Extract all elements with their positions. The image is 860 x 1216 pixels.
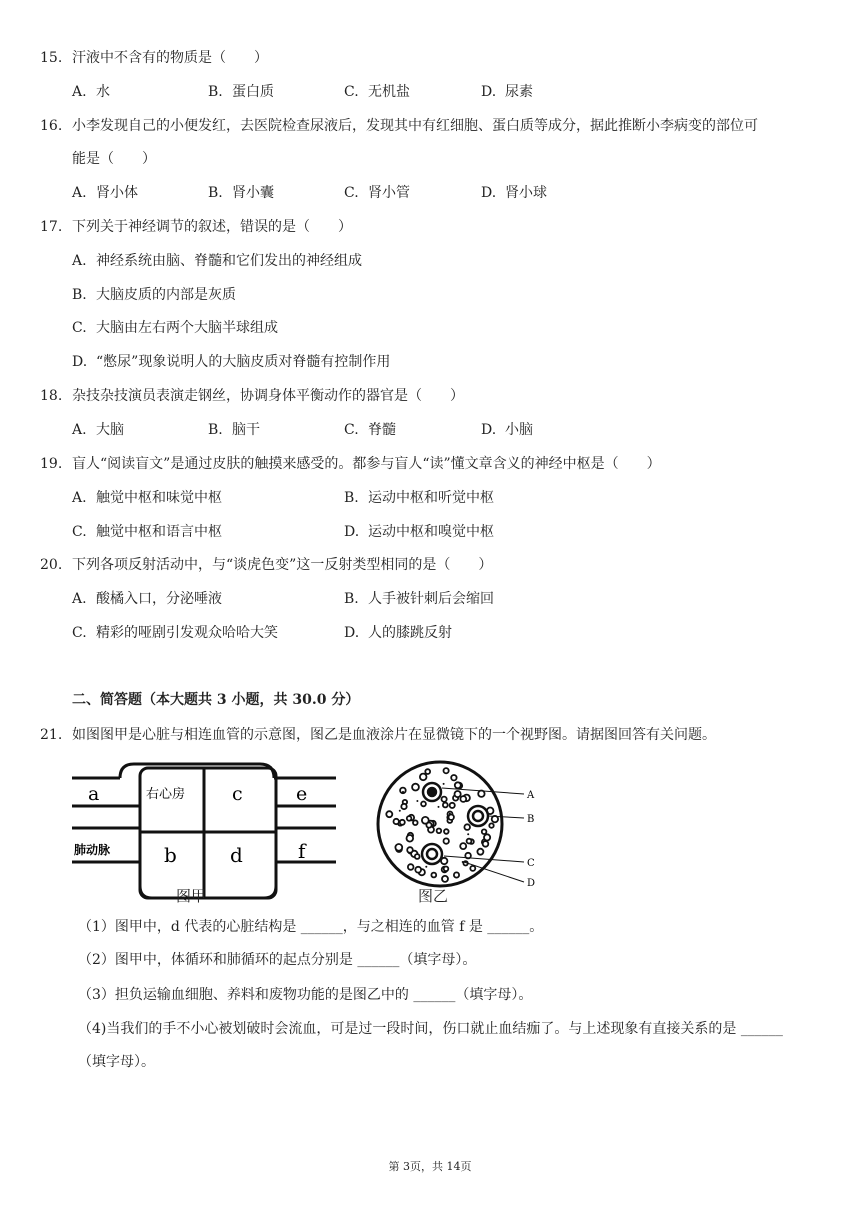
label-f: f xyxy=(298,839,306,863)
question-stem-continued: 能是（ ） xyxy=(72,151,156,167)
red-blood-cell xyxy=(470,866,475,871)
label-B: B xyxy=(527,814,535,825)
question-stem: 小李发现自己的小便发红，去医院检查尿液后，发现其中有红细胞、蛋白质等成分，据此推断小李病变的部位可 xyxy=(72,118,758,134)
option-d: D. 肾小球 xyxy=(481,185,547,201)
red-blood-cell xyxy=(455,782,461,788)
white-blood-cell-a xyxy=(423,783,441,801)
red-blood-cell xyxy=(455,791,461,797)
label-A: A xyxy=(527,790,535,801)
red-blood-cell xyxy=(451,775,456,780)
question-18 xyxy=(40,386,464,406)
label-C: C xyxy=(527,858,535,869)
sub-question-2: （2）图甲中，体循环和肺循环的起点分别是 ______（填字母）。 xyxy=(78,952,477,968)
label-e: e xyxy=(296,783,308,805)
red-blood-cell xyxy=(460,843,466,849)
red-blood-cell xyxy=(401,804,406,809)
option-a: A. 神经系统由脑、脊髓和它们发出的神经组成 xyxy=(72,253,362,269)
question-15 xyxy=(40,48,268,68)
question-number: 18. xyxy=(40,388,63,404)
question-stem: 杂技杂技演员表演走钢丝，协调身体平衡动作的器官是（ ） xyxy=(72,388,464,404)
section-heading: 二、简答题（本大题共 3 小题，共 30.0 分） xyxy=(72,692,360,708)
label-c: c xyxy=(232,783,243,805)
red-blood-cell xyxy=(415,854,420,859)
red-blood-cell xyxy=(444,867,449,872)
red-blood-cell xyxy=(413,820,418,825)
red-blood-cell xyxy=(407,816,412,821)
figure-caption-b: 图乙 xyxy=(418,887,449,905)
option-d: D. 尿素 xyxy=(481,84,533,100)
red-blood-cell xyxy=(407,835,414,842)
red-blood-cell xyxy=(489,823,493,827)
red-blood-cell xyxy=(442,797,447,802)
red-blood-cell xyxy=(420,774,427,781)
option-b: B. 蛋白质 xyxy=(208,84,274,100)
label-right-atrium: 右心房 xyxy=(146,787,186,802)
red-blood-cell xyxy=(444,768,449,773)
red-blood-cell xyxy=(467,839,472,844)
sub-question-4: （4)当我们的手不小心被划破时会流血，可是过一段时间，伤口就止血结痂了。与上述现象有直接关系的是 ______ xyxy=(78,1021,783,1037)
option-c: C. 精彩的哑剧引发观众哈哈大笑 xyxy=(72,625,278,641)
option-b: B. 脑干 xyxy=(208,422,260,438)
option-d: D. 人的膝跳反射 xyxy=(344,625,452,641)
label-d: d xyxy=(230,843,243,867)
question-19 xyxy=(40,454,661,474)
question-21 xyxy=(40,725,716,745)
red-blood-cell xyxy=(442,876,448,882)
question-stem: 如图图甲是心脏与相连血管的示意图，图乙是血液涂片在显微镜下的一个视野图。请据图回答有关问题。 xyxy=(72,727,716,743)
option-a: A. 水 xyxy=(72,84,110,100)
question-number: 16. xyxy=(40,118,63,134)
sub-question-3: （3）担负运输血细胞、养料和废物功能的是图乙中的 ______（填字母）。 xyxy=(78,987,533,1003)
red-blood-cell xyxy=(484,834,490,840)
red-blood-cell xyxy=(449,815,454,820)
red-blood-cell xyxy=(421,802,426,807)
question-number: 21. xyxy=(40,727,63,743)
option-b: B. 肾小囊 xyxy=(208,185,274,201)
red-blood-cell xyxy=(444,829,449,834)
red-blood-cell xyxy=(395,844,402,851)
red-blood-cell xyxy=(431,873,436,878)
option-a: A. 大脑 xyxy=(72,422,124,438)
question-stem: 汗液中不含有的物质是（ ） xyxy=(72,50,268,66)
sub-question-4-continued: （填字母）。 xyxy=(78,1054,155,1070)
red-blood-cell xyxy=(408,864,414,870)
question-number: 20. xyxy=(40,557,63,573)
label-a: a xyxy=(88,783,100,805)
red-blood-cell xyxy=(426,823,431,828)
red-blood-cell xyxy=(450,803,455,808)
platelet xyxy=(402,791,404,793)
white-blood-cell-b xyxy=(468,806,488,826)
question-20 xyxy=(40,555,492,575)
red-blood-cell xyxy=(444,838,449,843)
platelet xyxy=(443,783,445,785)
option-d: D. 小脑 xyxy=(481,422,533,438)
page-footer: 第 3页，共 14页 xyxy=(388,1160,472,1173)
platelet xyxy=(449,813,451,815)
option-c: C. 肾小管 xyxy=(344,185,410,201)
red-blood-cell xyxy=(443,803,448,808)
red-blood-cell xyxy=(477,849,483,855)
red-blood-cell xyxy=(412,784,419,791)
red-blood-cell xyxy=(460,796,466,802)
option-a: A. 酸橘入口，分泌唾液 xyxy=(72,591,222,607)
red-blood-cell xyxy=(437,829,442,834)
option-d: D. 运动中枢和嗅觉中枢 xyxy=(344,524,494,540)
red-blood-cell xyxy=(464,824,470,830)
question-stem: 下列关于神经调节的叙述，错误的是（ ） xyxy=(72,219,352,235)
option-a: A. 触觉中枢和味觉中枢 xyxy=(72,490,222,506)
question-number: 15. xyxy=(40,50,63,66)
red-blood-cell xyxy=(407,847,413,853)
option-b: B. 人手被针刺后会缩回 xyxy=(344,591,494,607)
label-D: D xyxy=(527,878,536,889)
platelet xyxy=(467,833,469,835)
option-c: C. 脊髓 xyxy=(344,422,396,438)
sub-question-1: （1）图甲中，d 代表的心脏结构是 ______，与之相连的血管 f 是 ______。 xyxy=(78,919,544,935)
option-a: A. 肾小体 xyxy=(72,185,138,201)
red-blood-cell xyxy=(425,769,430,774)
red-blood-cell xyxy=(394,819,399,824)
platelet xyxy=(416,800,418,802)
blood-smear-diagram xyxy=(372,758,548,894)
label-pulmonary-artery: 肺动脉 xyxy=(74,843,111,857)
option-c: C. 大脑由左右两个大脑半球组成 xyxy=(72,320,278,336)
platelet xyxy=(399,810,401,812)
figure-caption-a: 图甲 xyxy=(176,887,207,905)
red-blood-cell xyxy=(454,872,459,877)
red-blood-cell xyxy=(482,829,487,834)
question-stem: 下列各项反射活动中，与“谈虎色变”这一反射类型相同的是（ ） xyxy=(72,557,493,573)
platelet xyxy=(438,806,440,808)
red-blood-cell xyxy=(400,820,405,825)
red-blood-cell xyxy=(386,811,392,817)
platelet xyxy=(425,866,427,868)
question-number: 17. xyxy=(40,219,63,235)
question-number: 19. xyxy=(40,456,63,472)
option-c: C. 无机盐 xyxy=(344,84,410,100)
question-16 xyxy=(40,116,758,136)
white-blood-cell-c xyxy=(422,844,442,864)
platelet xyxy=(462,861,464,863)
option-c: C. 触觉中枢和语言中枢 xyxy=(72,524,222,540)
option-b: B. 运动中枢和听觉中枢 xyxy=(344,490,494,506)
option-d: D. “憋尿”现象说明人的大脑皮质对脊髓有控制作用 xyxy=(72,354,391,370)
question-stem: 盲人“阅读盲文”是通过皮肤的触摸来感受的。都参与盲人“读”懂文章含义的神经中枢是（ ） xyxy=(72,456,661,472)
red-blood-cell xyxy=(483,841,489,847)
label-b: b xyxy=(164,843,177,867)
red-blood-cell xyxy=(415,867,421,873)
question-17 xyxy=(40,217,352,237)
option-b: B. 大脑皮质的内部是灰质 xyxy=(72,287,236,303)
